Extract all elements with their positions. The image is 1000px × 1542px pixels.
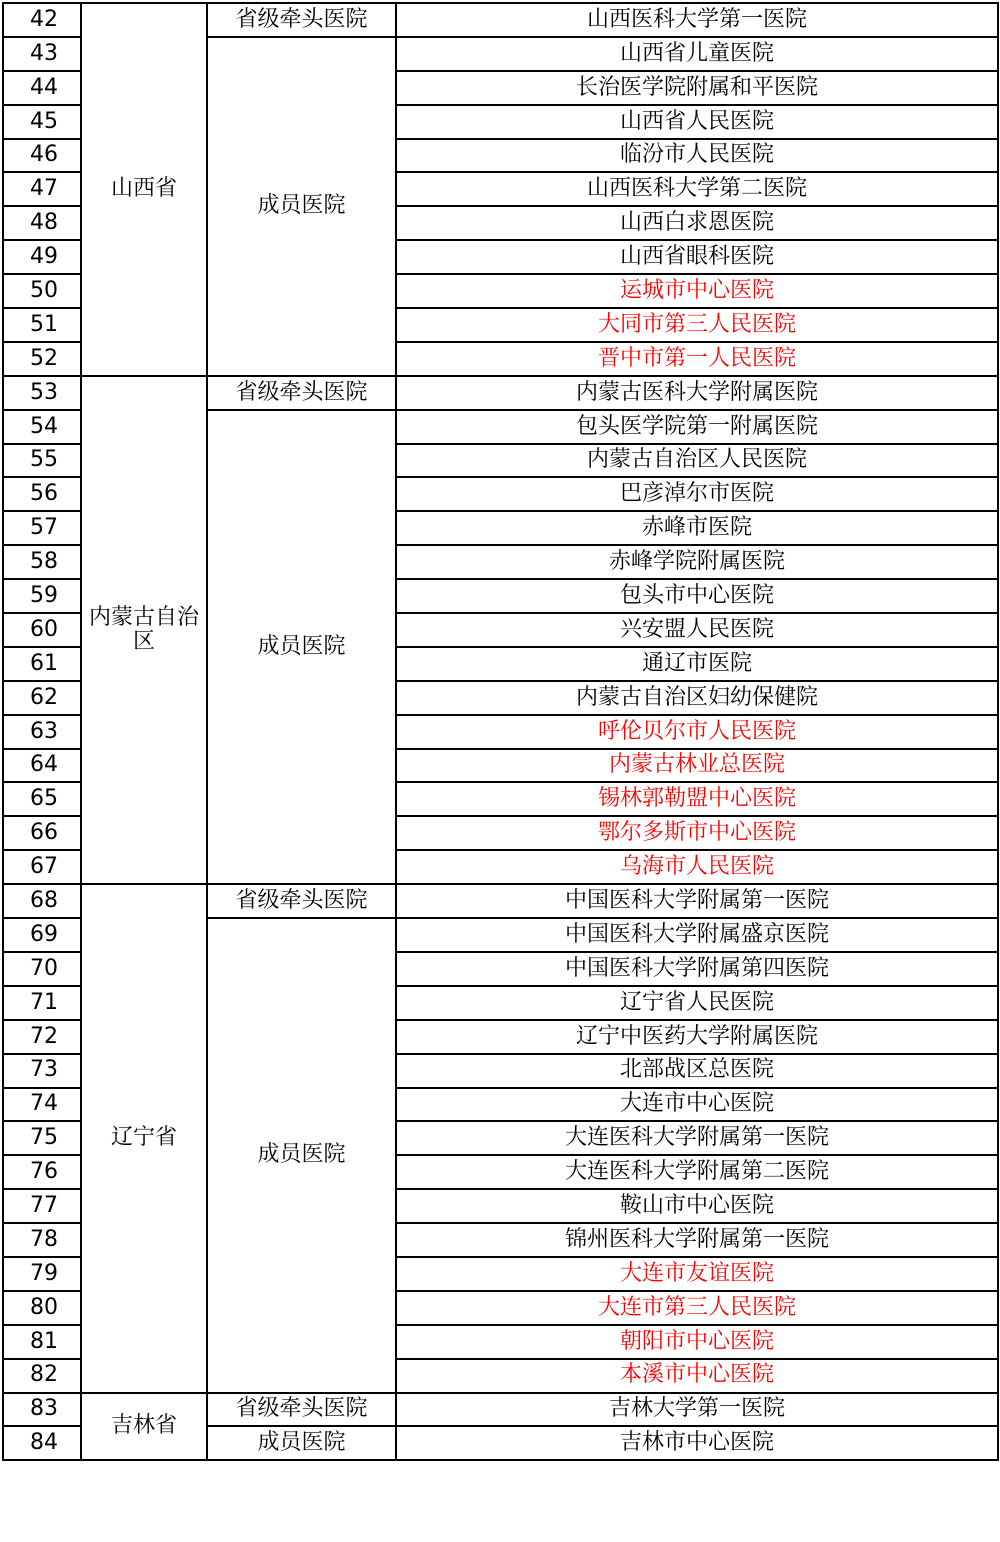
- hospital-name: 大连医科大学附属第二医院: [396, 1155, 998, 1189]
- hospital-name: 北部战区总医院: [396, 1054, 998, 1088]
- hospital-type-member: 成员医院: [207, 1426, 396, 1460]
- row-number: 63: [3, 715, 81, 749]
- hospital-type-member: 成员医院: [207, 410, 396, 884]
- hospital-name: 山西省眼科医院: [396, 240, 998, 274]
- hospital-name: 山西医科大学第一医院: [396, 3, 998, 37]
- hospital-name: 长治医学院附属和平医院: [396, 71, 998, 105]
- row-number: 48: [3, 206, 81, 240]
- hospital-name: 大连市中心医院: [396, 1088, 998, 1122]
- hospital-type-lead: 省级牵头医院: [207, 884, 396, 918]
- hospital-name: 大同市第三人民医院: [396, 308, 998, 342]
- hospital-name: 运城市中心医院: [396, 274, 998, 308]
- row-number: 76: [3, 1155, 81, 1189]
- hospital-name: 包头市中心医院: [396, 579, 998, 613]
- row-number: 49: [3, 240, 81, 274]
- row-number: 55: [3, 444, 81, 478]
- row-number: 65: [3, 782, 81, 816]
- hospital-name: 赤峰市医院: [396, 511, 998, 545]
- row-number: 45: [3, 105, 81, 139]
- row-number: 67: [3, 850, 81, 884]
- hospital-name: 辽宁中医药大学附属医院: [396, 1020, 998, 1054]
- hospital-name: 中国医科大学附属第四医院: [396, 952, 998, 986]
- row-number: 47: [3, 172, 81, 206]
- row-number: 50: [3, 274, 81, 308]
- row-number: 59: [3, 579, 81, 613]
- row-number: 64: [3, 749, 81, 783]
- hospital-name: 内蒙古自治区人民医院: [396, 444, 998, 478]
- hospital-name: 包头医学院第一附属医院: [396, 410, 998, 444]
- hospital-name: 赤峰学院附属医院: [396, 545, 998, 579]
- row-number: 58: [3, 545, 81, 579]
- hospital-type-lead: 省级牵头医院: [207, 1393, 396, 1427]
- row-number: 66: [3, 816, 81, 850]
- row-number: 75: [3, 1121, 81, 1155]
- row-number: 61: [3, 647, 81, 681]
- hospital-name: 临汾市人民医院: [396, 139, 998, 173]
- hospital-name: 大连市友谊医院: [396, 1257, 998, 1291]
- row-number: 80: [3, 1291, 81, 1325]
- hospital-name: 兴安盟人民医院: [396, 613, 998, 647]
- hospital-name: 中国医科大学附属盛京医院: [396, 918, 998, 952]
- row-number: 71: [3, 986, 81, 1020]
- hospital-name: 辽宁省人民医院: [396, 986, 998, 1020]
- table-row: [3, 3, 998, 37]
- hospital-name: 吉林市中心医院: [396, 1426, 998, 1460]
- province-name: 内蒙古自治区: [81, 376, 207, 884]
- table-row: [3, 884, 998, 918]
- hospital-name: 晋中市第一人民医院: [396, 342, 998, 376]
- row-number: 57: [3, 511, 81, 545]
- table-row: [3, 376, 998, 410]
- hospital-type-lead: 省级牵头医院: [207, 376, 396, 410]
- row-number: 81: [3, 1325, 81, 1359]
- row-number: 77: [3, 1189, 81, 1223]
- row-number: 62: [3, 681, 81, 715]
- row-number: 68: [3, 884, 81, 918]
- row-number: 51: [3, 308, 81, 342]
- hospital-name: 朝阳市中心医院: [396, 1325, 998, 1359]
- province-name: 辽宁省: [81, 884, 207, 1392]
- hospital-name: 呼伦贝尔市人民医院: [396, 715, 998, 749]
- hospital-name: 鄂尔多斯市中心医院: [396, 816, 998, 850]
- row-number: 43: [3, 37, 81, 71]
- hospital-name: 内蒙古林业总医院: [396, 749, 998, 783]
- province-name: 吉林省: [81, 1393, 207, 1461]
- row-number: 42: [3, 3, 81, 37]
- row-number: 82: [3, 1359, 81, 1393]
- hospital-name: 鞍山市中心医院: [396, 1189, 998, 1223]
- hospital-type-lead: 省级牵头医院: [207, 3, 396, 37]
- hospital-name: 锡林郭勒盟中心医院: [396, 782, 998, 816]
- hospital-name: 山西医科大学第二医院: [396, 172, 998, 206]
- row-number: 56: [3, 477, 81, 511]
- row-number: 70: [3, 952, 81, 986]
- hospital-type-member: 成员医院: [207, 918, 396, 1392]
- hospital-table-body: [3, 3, 998, 1460]
- hospital-name: 巴彦淖尔市医院: [396, 477, 998, 511]
- row-number: 74: [3, 1088, 81, 1122]
- hospital-name: 通辽市医院: [396, 647, 998, 681]
- row-number: 52: [3, 342, 81, 376]
- hospital-name: 锦州医科大学附属第一医院: [396, 1223, 998, 1257]
- hospital-name: 内蒙古医科大学附属医院: [396, 376, 998, 410]
- hospital-list-table: [2, 2, 999, 1461]
- province-name: 山西省: [81, 3, 207, 376]
- hospital-type-member: 成员医院: [207, 37, 396, 376]
- row-number: 46: [3, 139, 81, 173]
- hospital-name: 吉林大学第一医院: [396, 1393, 998, 1427]
- hospital-name: 大连市第三人民医院: [396, 1291, 998, 1325]
- row-number: 69: [3, 918, 81, 952]
- hospital-name: 山西省儿童医院: [396, 37, 998, 71]
- hospital-name: 山西省人民医院: [396, 105, 998, 139]
- hospital-name: 大连医科大学附属第一医院: [396, 1121, 998, 1155]
- row-number: 78: [3, 1223, 81, 1257]
- row-number: 79: [3, 1257, 81, 1291]
- table-row: [3, 1393, 998, 1427]
- hospital-name: 本溪市中心医院: [396, 1359, 998, 1393]
- hospital-name: 中国医科大学附属第一医院: [396, 884, 998, 918]
- row-number: 84: [3, 1426, 81, 1460]
- hospital-name: 山西白求恩医院: [396, 206, 998, 240]
- row-number: 73: [3, 1054, 81, 1088]
- row-number: 72: [3, 1020, 81, 1054]
- row-number: 83: [3, 1393, 81, 1427]
- row-number: 60: [3, 613, 81, 647]
- hospital-name: 内蒙古自治区妇幼保健院: [396, 681, 998, 715]
- hospital-name: 乌海市人民医院: [396, 850, 998, 884]
- row-number: 44: [3, 71, 81, 105]
- row-number: 54: [3, 410, 81, 444]
- row-number: 53: [3, 376, 81, 410]
